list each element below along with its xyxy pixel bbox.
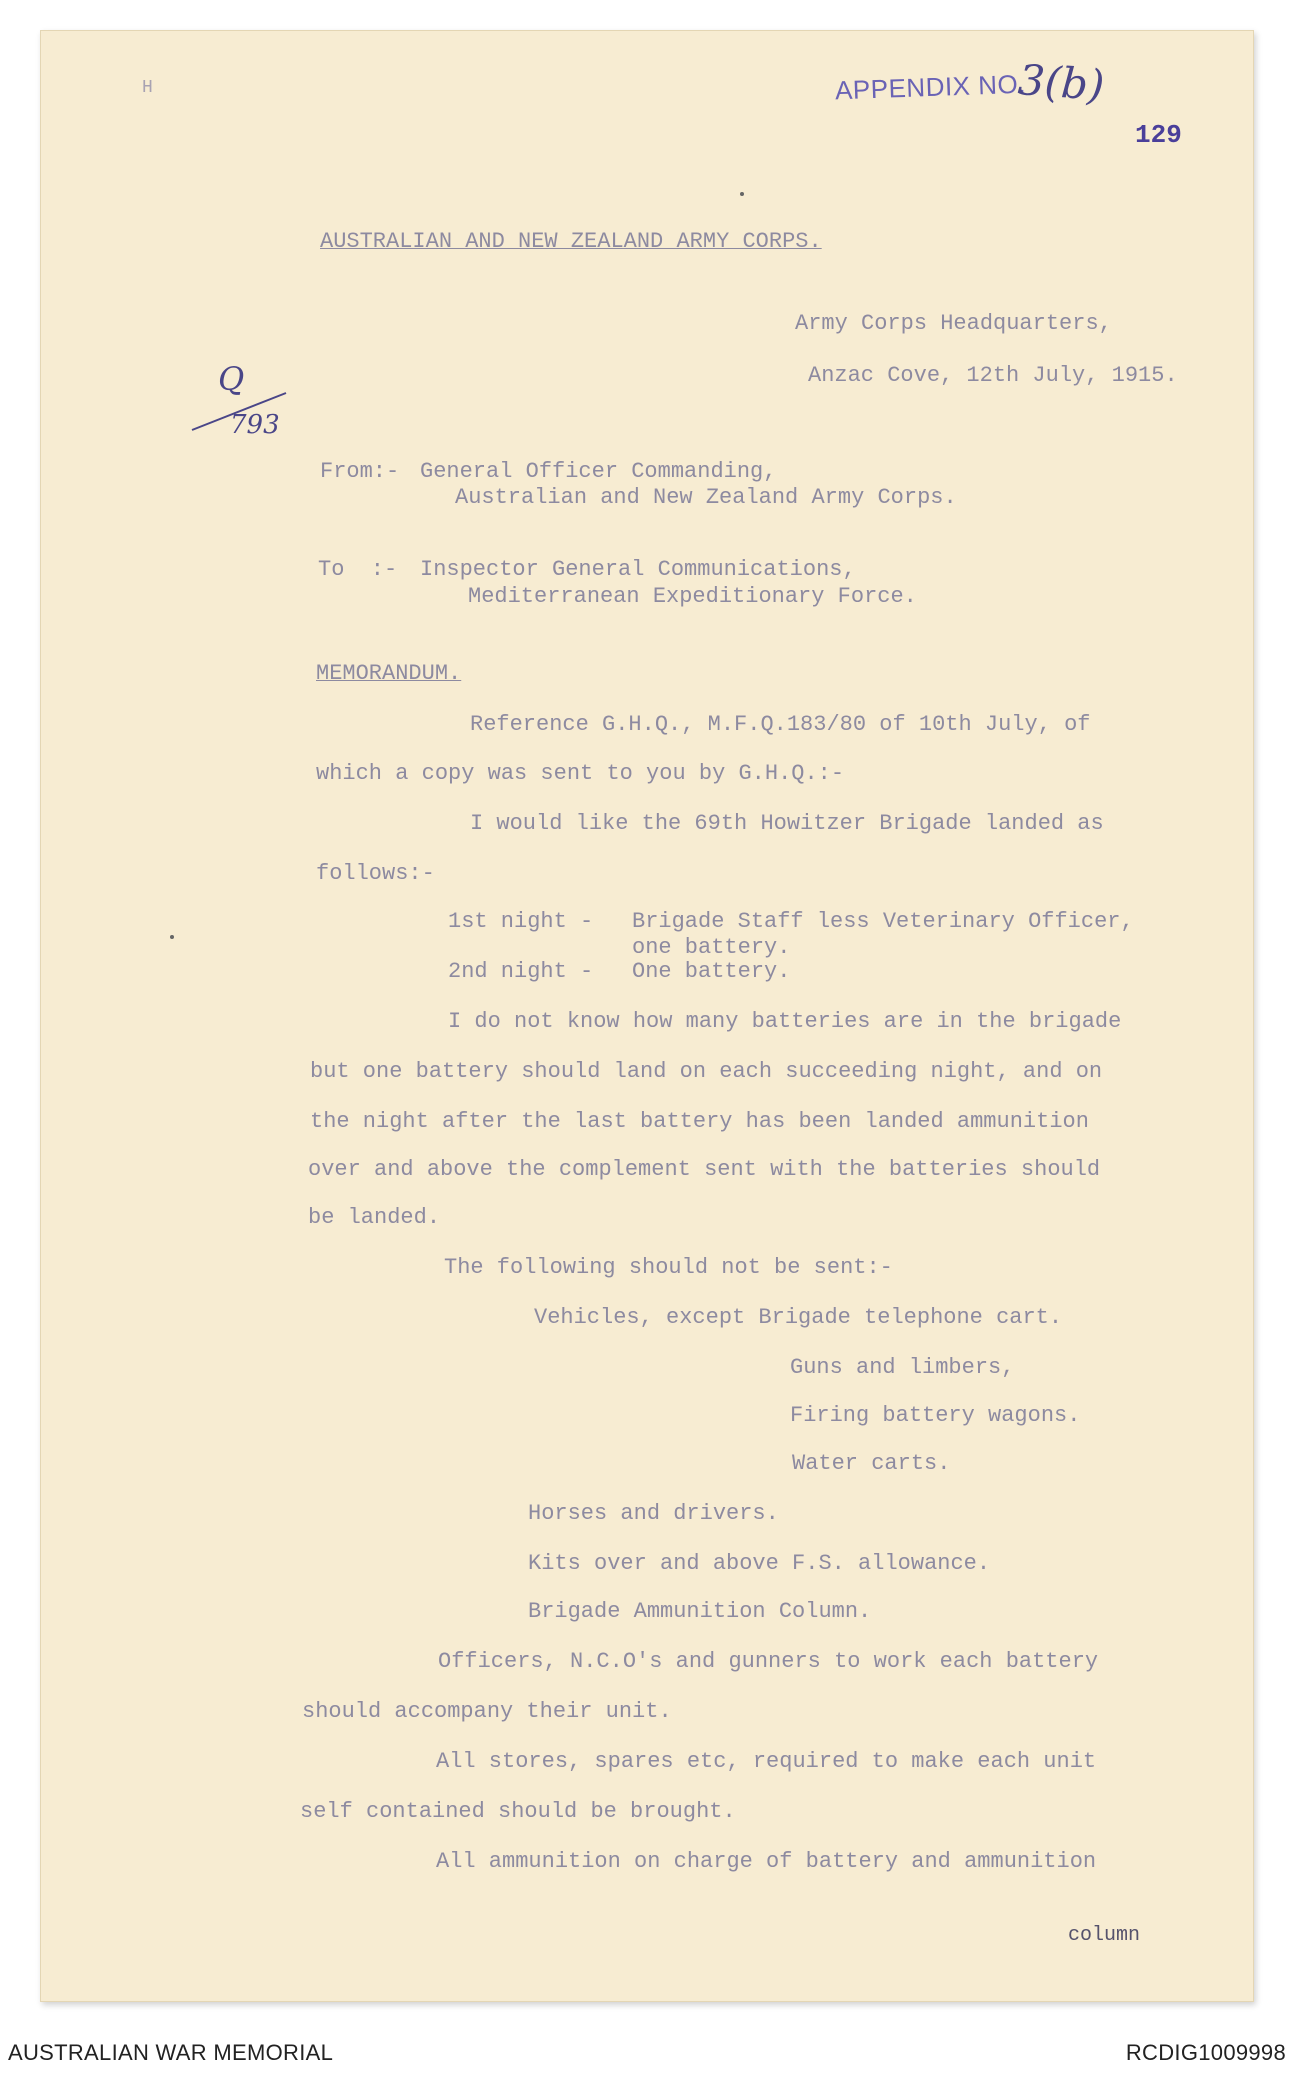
- para1-line2: which a copy was sent to you by G.H.Q.:-: [316, 761, 845, 786]
- from-line-2: Australian and New Zealand Army Corps.: [455, 485, 957, 510]
- speck: [170, 935, 174, 939]
- para6-line1: All stores, spares etc, required to make each unit: [436, 1749, 1097, 1774]
- list-item-1: Vehicles, except Brigade telephone cart.: [534, 1305, 1063, 1330]
- list-item-7: Brigade Ammunition Column.: [528, 1599, 872, 1624]
- to-line-1: Inspector General Communications,: [420, 557, 856, 582]
- para3-line3: the night after the last battery has been landed ammunition: [310, 1109, 1089, 1134]
- para4: The following should not be sent:-: [444, 1255, 893, 1280]
- night1-label: 1st night -: [448, 909, 594, 934]
- para3-line2: but one battery should land on each succeeding night, and on: [310, 1059, 1103, 1084]
- night1-text: Brigade Staff less Veterinary Officer,: [632, 909, 1134, 934]
- to-line-2: Mediterranean Expeditionary Force.: [468, 584, 917, 609]
- para6-line2: self contained should be brought.: [300, 1799, 736, 1824]
- night2-text: One battery.: [632, 959, 791, 984]
- address-line-1: Army Corps Headquarters,: [795, 311, 1112, 336]
- file-ref-bottom: 793: [230, 410, 280, 440]
- para3-line1: I do not know how many batteries are in the brigade: [448, 1009, 1122, 1034]
- footer-record-id: RCDIG1009998: [1125, 2040, 1286, 2065]
- list-item-2: Guns and limbers,: [790, 1355, 1015, 1380]
- address-line-2: Anzac Cove, 12th July, 1915.: [808, 363, 1178, 388]
- speck: [740, 192, 744, 196]
- file-ref-top: Q: [218, 360, 245, 398]
- para2-line1: I would like the 69th Howitzer Brigade landed as: [470, 811, 1104, 836]
- list-item-6: Kits over and above F.S. allowance.: [528, 1551, 991, 1576]
- memo-label: MEMORANDUM.: [316, 661, 462, 686]
- document-page: [40, 30, 1254, 2002]
- catchword: column: [1068, 1924, 1141, 1947]
- from-label: From:-: [320, 459, 400, 484]
- para1-line1: Reference G.H.Q., M.F.Q.183/80 of 10th July, of: [470, 712, 1091, 737]
- to-label: To :-: [318, 557, 398, 582]
- para2-line2: follows:-: [316, 861, 435, 886]
- night1-text-2: one battery.: [632, 935, 791, 960]
- from-line-1: General Officer Commanding,: [420, 459, 777, 484]
- appendix-number-handwritten: 3(b): [1016, 55, 1106, 110]
- list-item-3: Firing battery wagons.: [790, 1403, 1081, 1428]
- appendix-stamp: [835, 69, 1027, 107]
- list-item-5: Horses and drivers.: [528, 1501, 779, 1526]
- night2-label: 2nd night -: [448, 959, 594, 984]
- margin-mark: H: [142, 78, 153, 98]
- para3-line5: be landed.: [308, 1205, 441, 1230]
- footer-archive-name: AUSTRALIAN WAR MEMORIAL: [8, 2040, 334, 2065]
- page-number: 129: [1135, 120, 1182, 150]
- para5-line1: Officers, N.C.O's and gunners to work each battery: [438, 1649, 1099, 1674]
- document-heading: AUSTRALIAN AND NEW ZEALAND ARMY CORPS.: [320, 229, 822, 254]
- list-item-4: Water carts.: [792, 1451, 951, 1476]
- para3-line4: over and above the complement sent with the batteries should: [308, 1157, 1101, 1182]
- para5-line2: should accompany their unit.: [302, 1699, 672, 1724]
- appendix-stamp-label: APPENDIX NO.: [834, 68, 1027, 106]
- para7-line1: All ammunition on charge of battery and ammunition: [436, 1849, 1097, 1874]
